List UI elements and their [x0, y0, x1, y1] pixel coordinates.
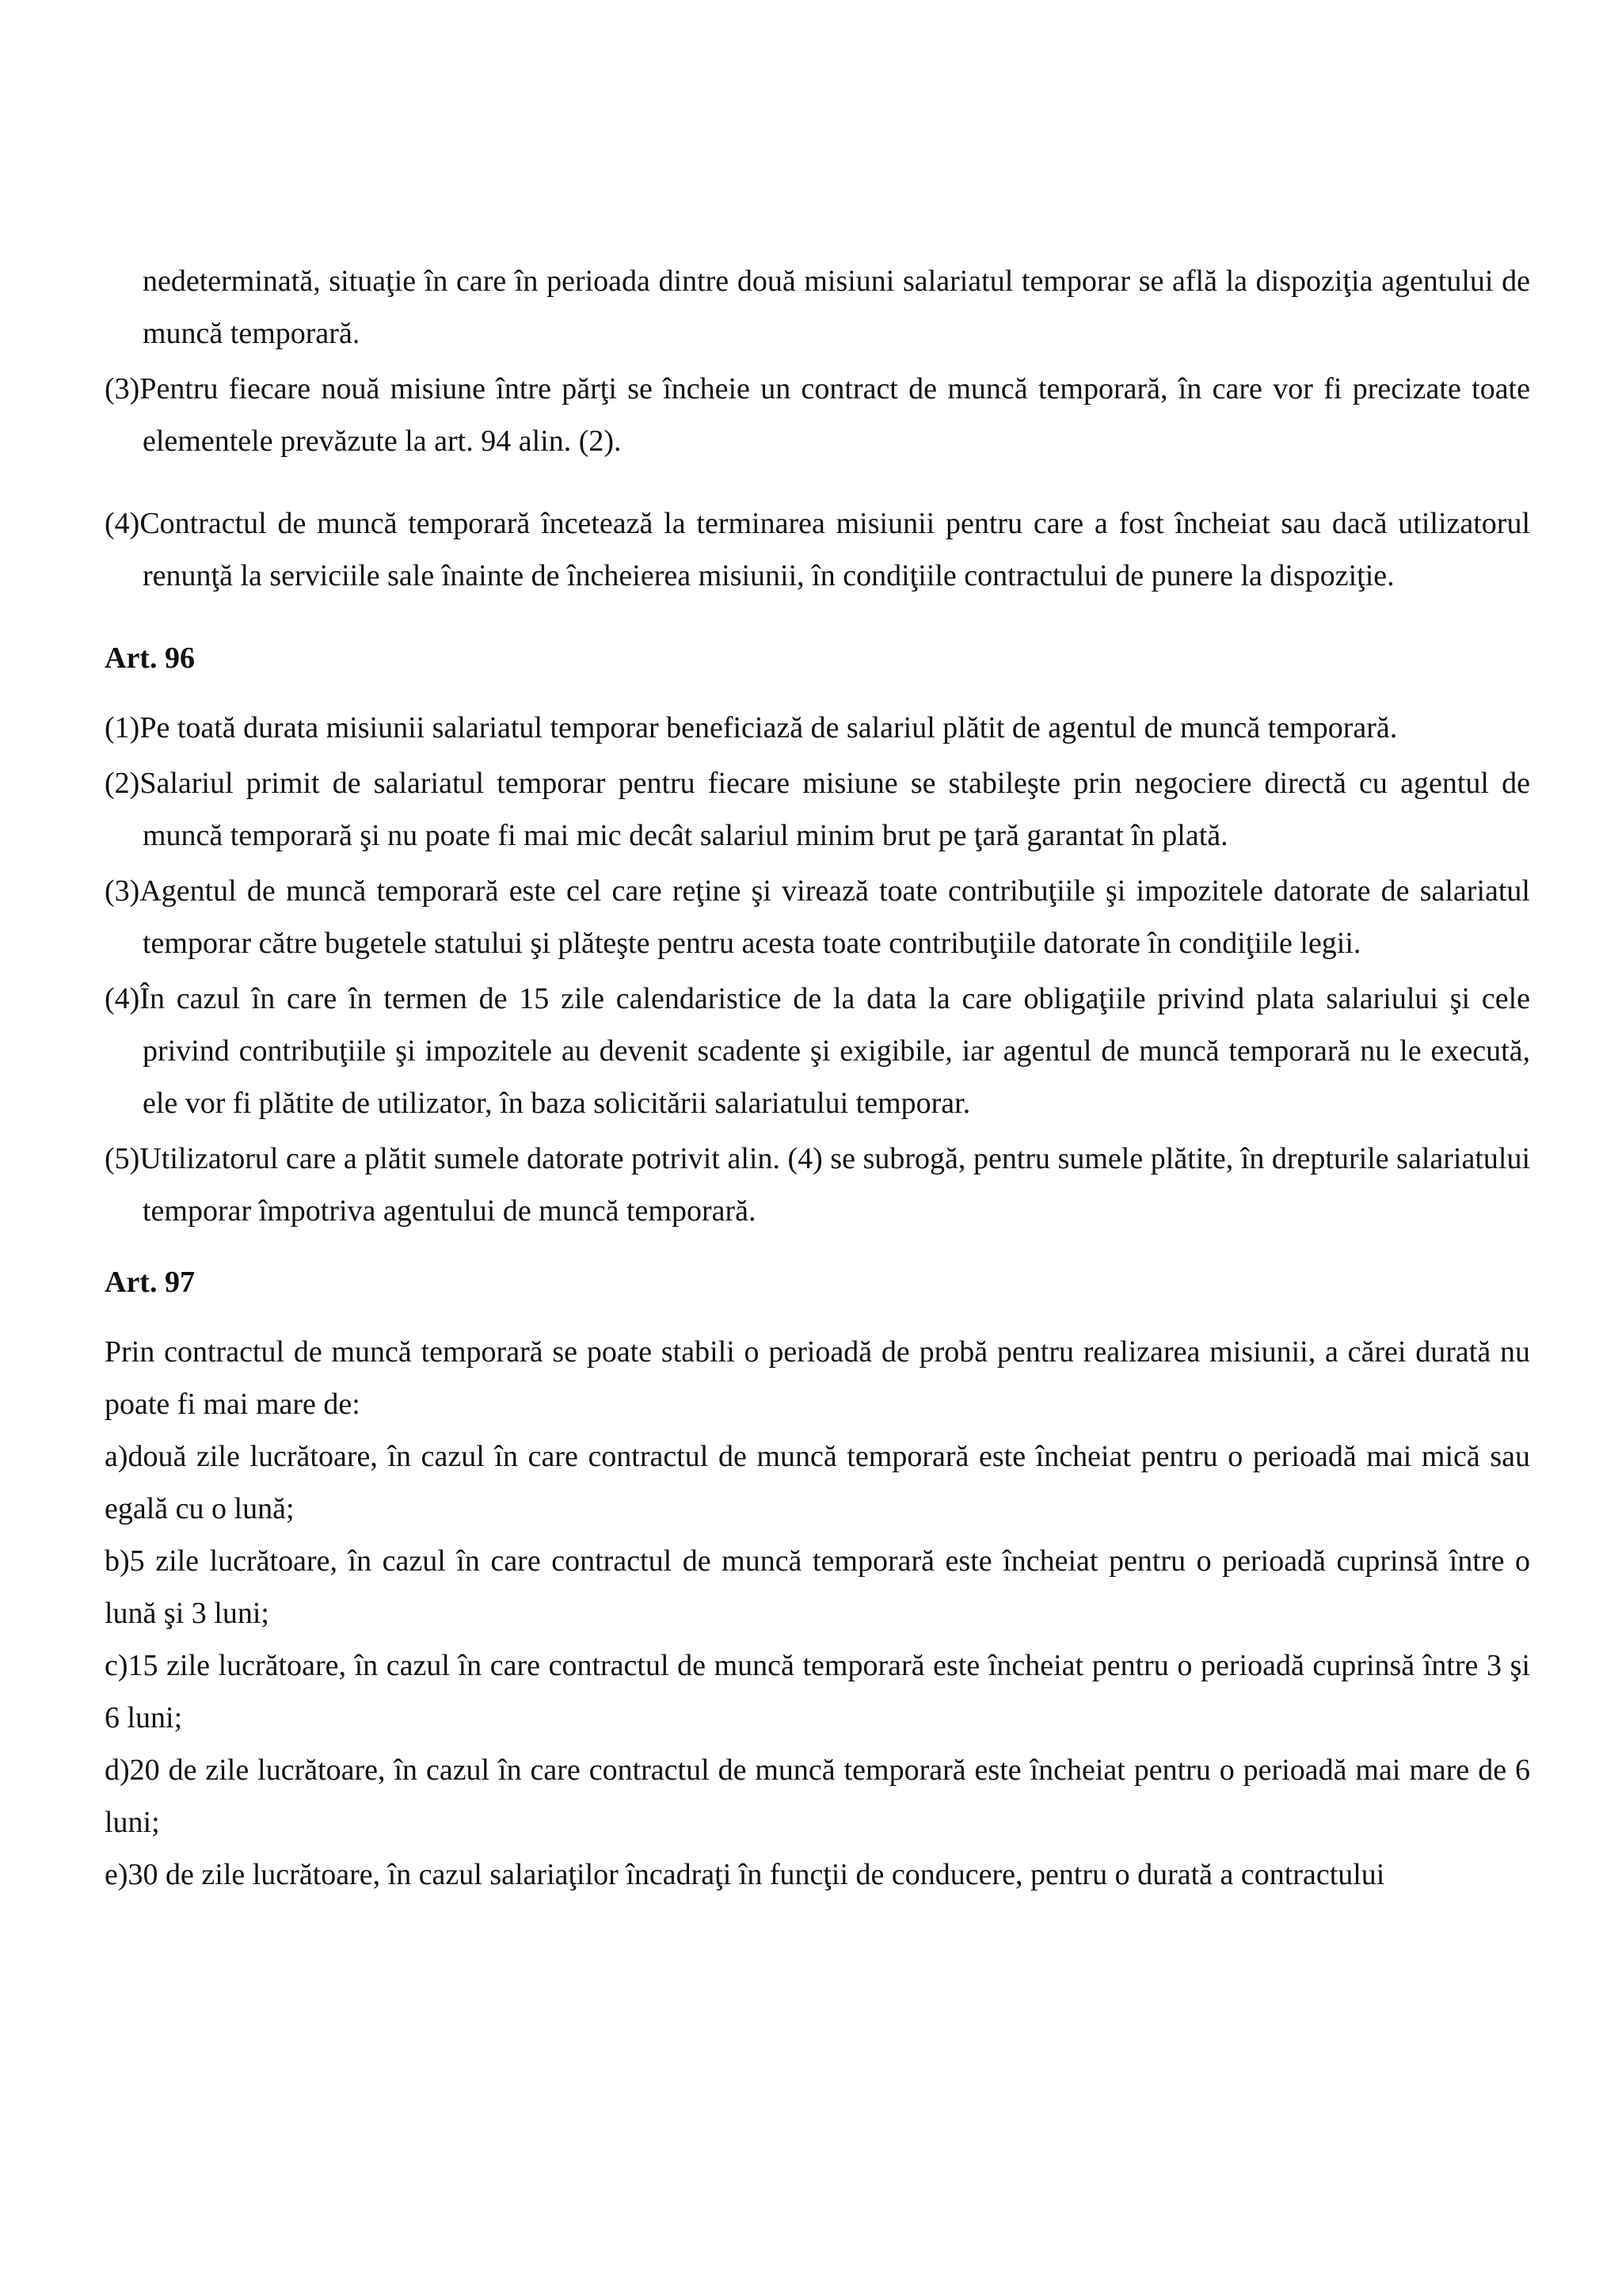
item-text: 5 zile lucrătoare, în cazul în care contractul de muncă temporară este încheiat pentru o perioadă cuprinsă între o lună şi 3 luni;	[105, 1544, 1530, 1630]
page-content	[105, 255, 1530, 1901]
art96-item-5	[105, 1133, 1530, 1237]
item-text: două zile lucrătoare, în cazul în care contractul de muncă temporară este încheiat pentru o perioadă mai mică sau egală cu o lună;	[105, 1440, 1530, 1525]
item-letter: e)	[105, 1858, 128, 1891]
item-number: (4)	[105, 507, 140, 540]
item-text: 20 de zile lucrătoare, în cazul în care contractul de muncă temporară este încheiat pentru o perioadă mai mare de 6 luni;	[105, 1753, 1530, 1839]
art95-item-4	[105, 497, 1530, 602]
item-number: (3)	[105, 372, 140, 406]
item-number: (4)	[105, 982, 140, 1015]
item-text: 15 zile lucrătoare, în cazul în care contractul de muncă temporară este încheiat pentru o perioadă cuprinsă între 3 şi 6 luni;	[105, 1649, 1530, 1734]
art96-item-4	[105, 973, 1530, 1129]
art97-intro: Prin contractul de muncă temporară se poate stabili o perioadă de probă pentru realizarea misiunii, a cărei durată nu poate fi mai mare de:	[105, 1335, 1530, 1421]
item-number: (1)	[105, 711, 140, 744]
item-text: Pe toată durata misiunii salariatul temporar beneficiază de salariul plătit de agentul de muncă temporară.	[139, 711, 1398, 744]
item-text: Utilizatorul care a plătit sumele datorate potrivit alin. (4) se subrogă, pentru sumele plătite, în drepturile salariatului temporar împotriva agentului de muncă temporară.	[139, 1142, 1530, 1228]
item-text: Contractul de muncă temporară încetează la terminarea misiunii pentru care a fost încheiat sau dacă utilizatorul renunţă la serviciile sale înainte de încheierea misiunii, în condiţiile contractului de punere la dispoziţie.	[139, 507, 1530, 592]
art97-item-e	[105, 1849, 1530, 1901]
art97-item-a	[105, 1430, 1530, 1535]
item-text: 30 de zile lucrătoare, în cazul salariaţilor încadraţi în funcţii de conducere, pentru o durată a contractului	[128, 1858, 1385, 1891]
item-number: (2)	[105, 767, 140, 800]
continuation-paragraph: nedeterminată, situaţie în care în perioada dintre două misiuni salariatul temporar se află la dispoziţia agentului de muncă temporară.	[143, 265, 1530, 350]
art96-item-1	[105, 702, 1530, 754]
item-text: Pentru fiecare nouă misiune între părţi se încheie un contract de muncă temporară, în care vor fi precizate toate elementele prevăzute la art. 94 alin. (2).	[139, 372, 1530, 458]
item-letter: d)	[105, 1753, 130, 1787]
art96-item-2	[105, 757, 1530, 862]
item-text: În cazul în care în termen de 15 zile calendaristice de la data la care obligaţiile privind plata salariului şi cele privind contribuţiile şi impozitele au devenit scadente şi exigibile, iar agentul de muncă temporară nu le execută, ele vor fi plătite de utilizator, în baza solicitării salariatului temporar.	[139, 982, 1530, 1120]
item-text: Agentul de muncă temporară este cel care reţine şi virează toate contribuţiile şi impozitele datorate de salariatul temporar către bugetele statului şi plăteşte pentru acesta toate contribuţiile datorate în condiţiile legii.	[139, 874, 1530, 960]
art96-items	[105, 702, 1530, 1237]
item-number: (5)	[105, 1142, 140, 1175]
art95-item-3	[105, 363, 1530, 467]
item-letter: b)	[105, 1544, 130, 1578]
item-letter: a)	[105, 1440, 128, 1473]
item-number: (3)	[105, 874, 140, 908]
art95-items	[105, 363, 1530, 602]
art97-item-c	[105, 1639, 1530, 1744]
art96-item-3	[105, 865, 1530, 969]
art97-items	[105, 1430, 1530, 1901]
item-text: Salariul primit de salariatul temporar pentru fiecare misiune se stabileşte prin negociere directă cu agentul de muncă temporară şi nu poate fi mai mic decât salariul minim brut pe ţară garantat în plată.	[139, 767, 1530, 852]
item-letter: c)	[105, 1649, 128, 1682]
art96-heading: Art. 96	[105, 642, 195, 675]
art97-item-d	[105, 1744, 1530, 1849]
art97-heading: Art. 97	[105, 1266, 195, 1299]
art97-item-b	[105, 1535, 1530, 1639]
